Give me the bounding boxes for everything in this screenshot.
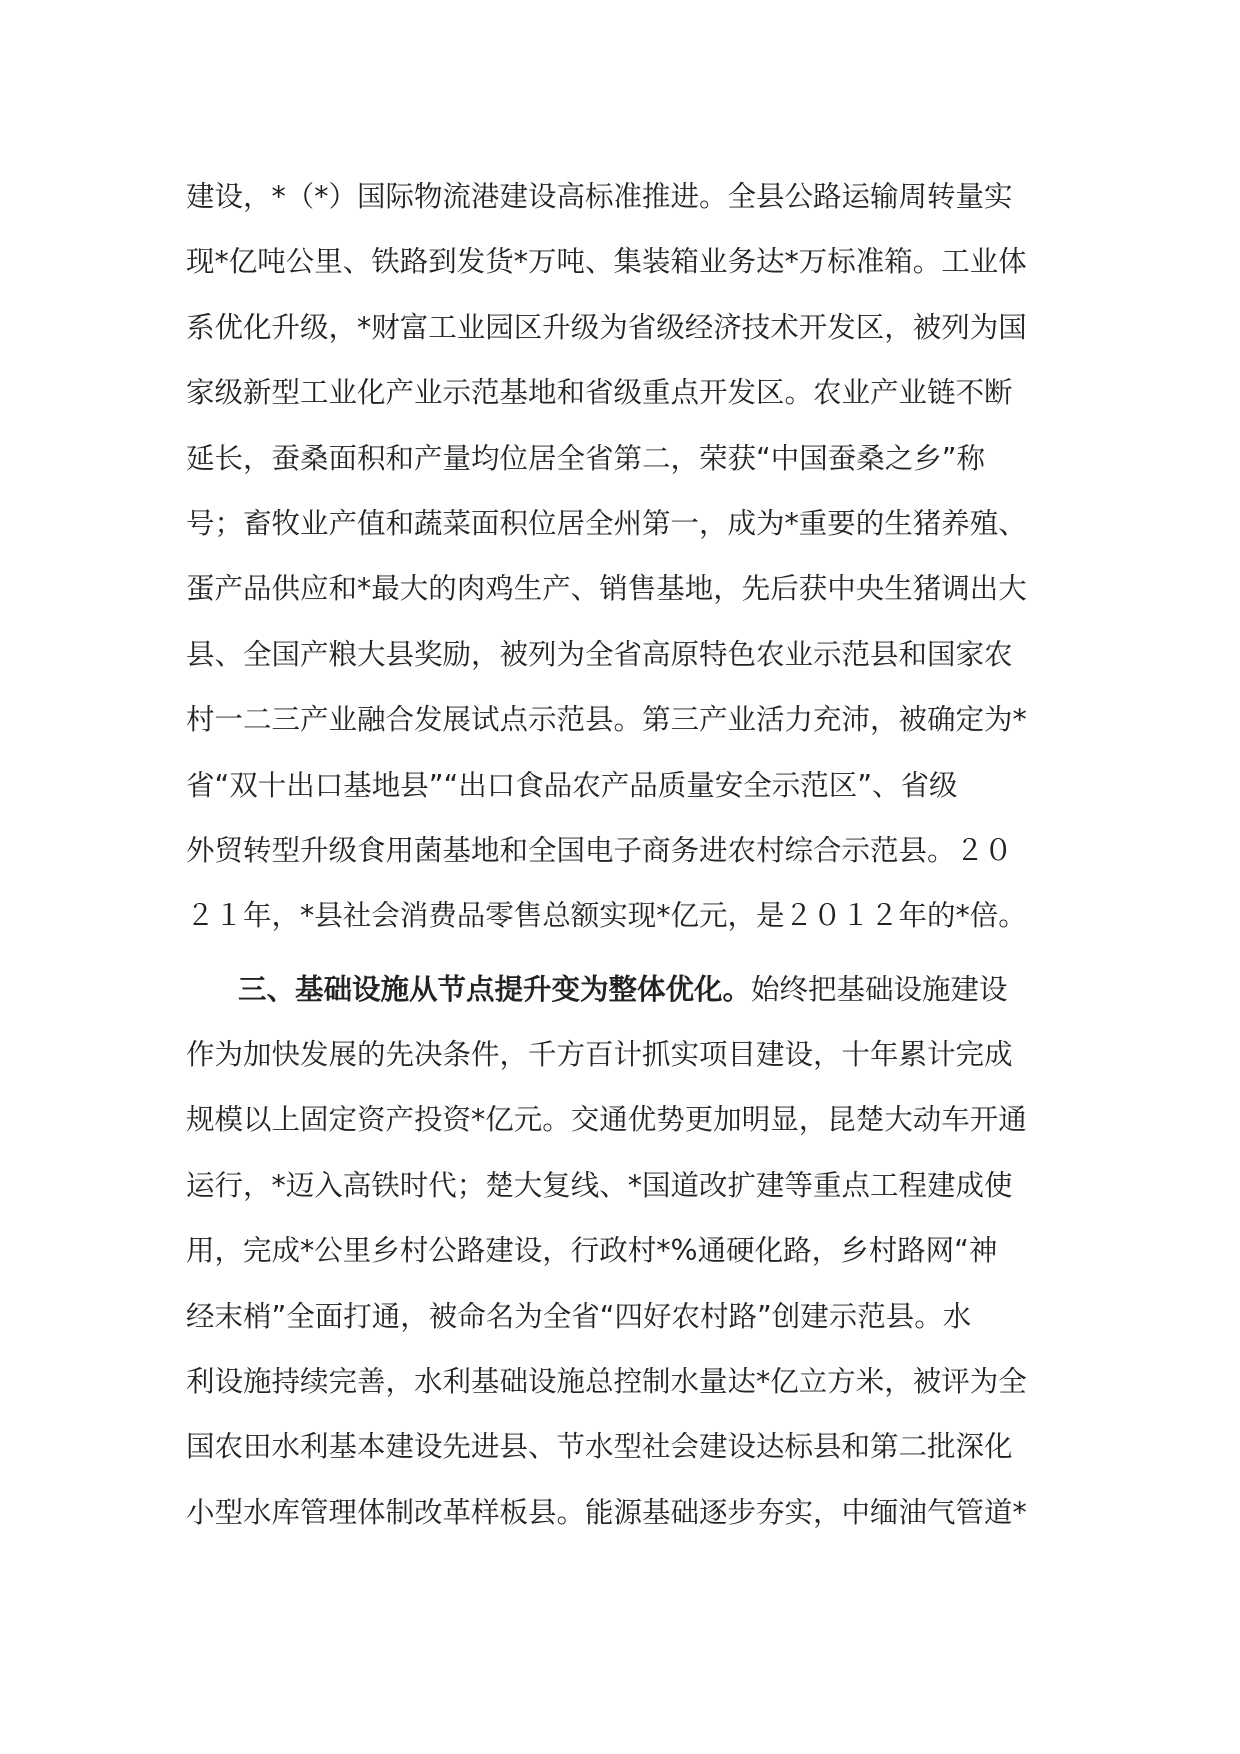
- text-line: 省“双十出口基地县”“出口食品农产品质量安全示范区”、省级: [186, 768, 958, 802]
- text-line: 作为加快发展的先决条件，千方百计抓实项目建设，十年累计完成: [186, 1038, 1013, 1072]
- text-line: 县、全国产粮大县奖励，被列为全省高原特色农业示范县和国家农: [186, 637, 1013, 671]
- text-line: ２１年，*县社会消费品零售总额实现*亿元，是２０１２年的*倍。: [186, 899, 1027, 933]
- section-3-heading-continuation: 始终把基础设施建设: [751, 972, 1008, 1006]
- text-line: 用，完成*公里乡村公路建设，行政村*%通硬化路，乡村路网“神: [186, 1234, 998, 1268]
- text-line: 延长，蚕桑面积和产量均位居全省第二，荣获“中国蚕桑之乡”称: [186, 441, 986, 475]
- text-line: 建设，*（*）国际物流港建设高标准推进。全县公路运输周转量实: [186, 180, 1013, 213]
- text-line: 村一二三产业融合发展试点示范县。第三产业活力充沛，被确定为*: [186, 703, 1027, 737]
- text-line: 外贸转型升级食用菌基地和全国电子商务进农村综合示范县。２０: [186, 833, 1013, 867]
- text-line: 经末梢”全面打通，被命名为全省“四好农村路”创建示范县。水: [186, 1299, 972, 1333]
- text-line: 现*亿吨公里、铁路到发货*万吨、集装箱业务达*万标准箱。工业体: [186, 245, 1027, 279]
- text-line: 利设施持续完善，水利基础设施总控制水量达*亿立方米，被评为全: [186, 1365, 1027, 1399]
- section-3-heading: 三、基础设施从节点提升变为整体优化。: [238, 972, 752, 1006]
- text-line: 号；畜牧业产值和蔬菜面积位居全州第一，成为*重要的生猪养殖、: [186, 506, 1027, 540]
- text-line: 国农田水利基本建设先进县、节水型社会建设达标县和第二批深化: [186, 1430, 1013, 1464]
- text-line: 运行，*迈入高铁时代；楚大复线、*国道改扩建等重点工程建成使: [186, 1168, 1013, 1202]
- text-line: 蛋产品供应和*最大的肉鸡生产、销售基地，先后获中央生猪调出大: [186, 572, 1027, 606]
- section-3-first-line: [186, 961, 1056, 1026]
- text-line: 家级新型工业化产业示范基地和省级重点开发区。农业产业链不断: [186, 376, 1013, 410]
- text-line: 系优化升级，*财富工业园区升级为省级经济技术开发区，被列为国: [186, 310, 1027, 344]
- document-body: [186, 168, 1056, 1549]
- text-line: 规模以上固定资产投资*亿元。交通优势更加明显，昆楚大动车开通: [186, 1103, 1027, 1137]
- text-line: 小型水库管理体制改革样板县。能源基础逐步夯实，中缅油气管道*: [186, 1495, 1027, 1529]
